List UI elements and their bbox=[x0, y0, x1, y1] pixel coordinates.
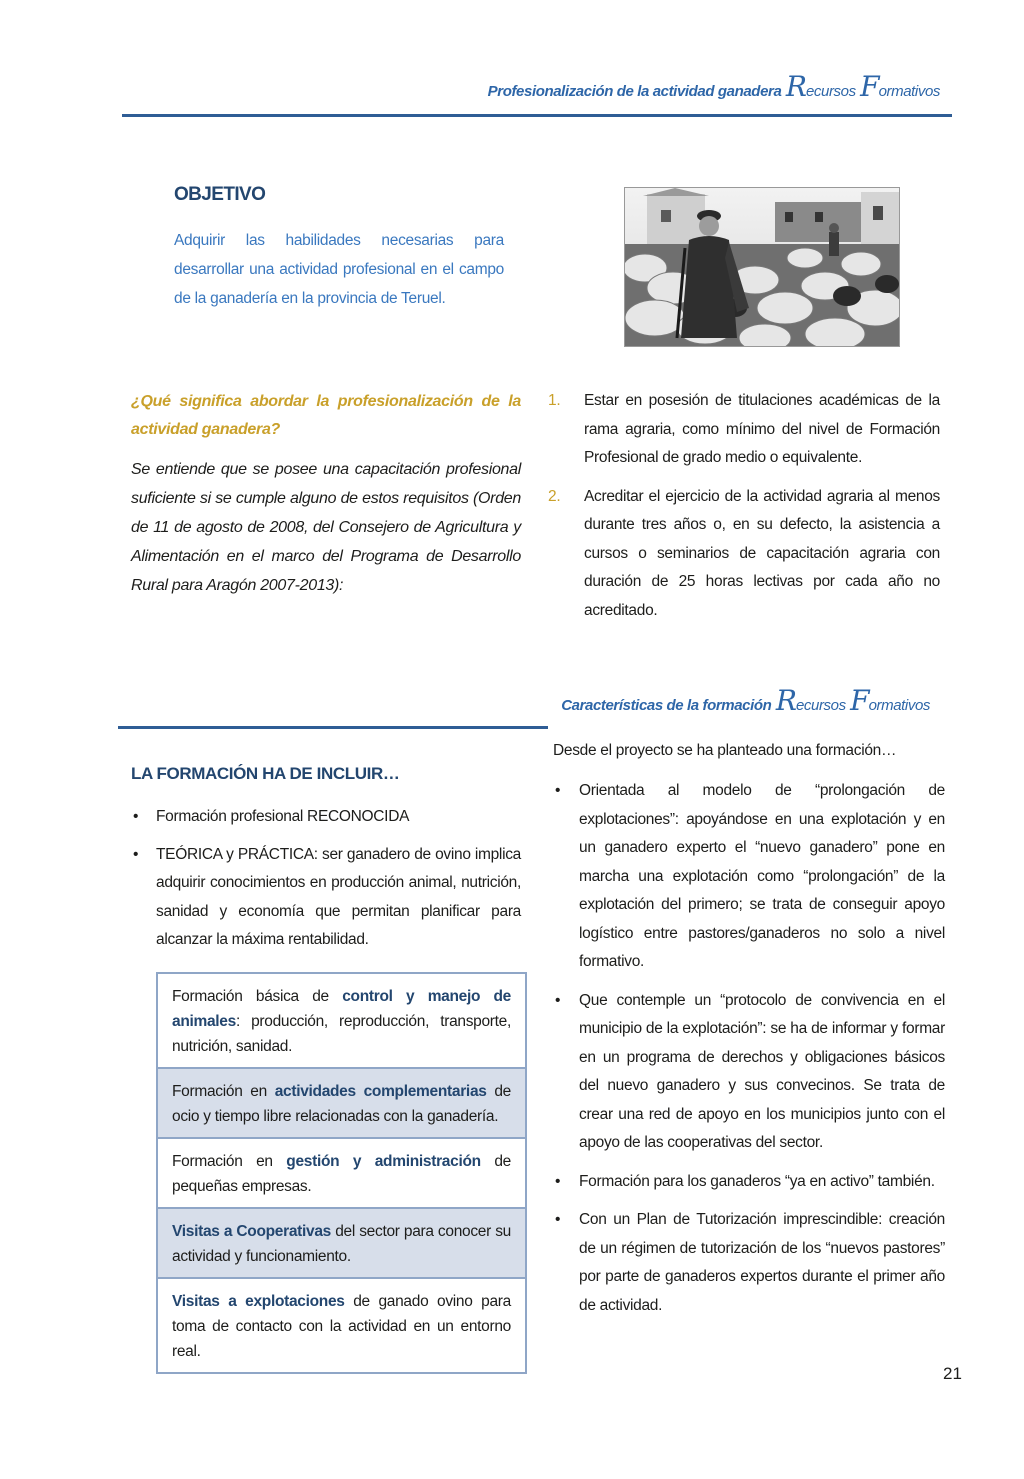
row-highlight: Visitas a explotaciones bbox=[172, 1293, 345, 1310]
row-highlight: gestión y administración bbox=[286, 1153, 481, 1170]
section-header-cap-r: R bbox=[775, 684, 796, 717]
row-text: Formación en bbox=[172, 1153, 287, 1170]
objective-title: OBJETIVO bbox=[174, 184, 266, 205]
section-header-rest-ormativos: ormativos bbox=[868, 697, 930, 714]
row-text: Formación en bbox=[172, 1083, 275, 1100]
shepherd-photo bbox=[624, 187, 900, 347]
list-item: • TEÓRICA y PRÁCTICA: ser ganadero de ovino implica adquirir conocimientos en producción animal, nutrición, sanidad y economía que permitan planificar para alcanzar la máxima rentabilidad. bbox=[131, 841, 521, 955]
list-item: • Formación para los ganaderos “ya en activo” también. bbox=[553, 1168, 945, 1197]
row-highlight: actividades complementarias bbox=[274, 1083, 487, 1100]
header-rest-ecursos: ecursos bbox=[805, 83, 856, 100]
table-row bbox=[158, 1069, 525, 1139]
table-row bbox=[158, 1139, 525, 1209]
header-rule bbox=[122, 114, 952, 117]
list-item: • Formación profesional RECONOCIDA bbox=[131, 803, 521, 832]
row-text: del sector para conocer su actividad y funcionamiento. bbox=[172, 1223, 511, 1265]
row-highlight: Visitas a Cooperativas bbox=[172, 1223, 331, 1240]
page-number: 21 bbox=[943, 1364, 962, 1383]
header-cap-r: R bbox=[785, 70, 806, 103]
list-number: 1. bbox=[548, 392, 561, 409]
list-item-text: Acreditar el ejercicio de la actividad agraria al menos durante tres años o, en su defecto, la asistencia a cursos o seminarios de capacitación agraria con duración de 25 horas lectivas por cada año no acreditado. bbox=[584, 487, 940, 619]
right-intro: Desde el proyecto se ha planteado una formación… bbox=[553, 742, 897, 759]
list-item: • Con un Plan de Tutorización imprescindible: creación de un régimen de tutorización de los “nuevos pastores” por parte de ganaderos expertos durante el primer año de actividad. bbox=[553, 1206, 945, 1320]
table-row bbox=[158, 974, 525, 1069]
question-title: ¿Qué significa abordar la profesionalización de la actividad ganadera? bbox=[131, 393, 521, 438]
right-list bbox=[553, 777, 945, 1330]
list-item bbox=[548, 483, 940, 626]
question-text: Se entiende que se posee una capacitación profesional suficiente si se cumple alguno de estos requisitos (Orden de 11 de agosto de 2008, del Consejero de Agricultura y Alimentación en el marco del Programa de Desarrollo Rural para Aragón 2007-2013): bbox=[131, 461, 521, 594]
row-text: de pequeñas empresas. bbox=[172, 1153, 511, 1195]
section-header-rest-ecursos: ecursos bbox=[795, 697, 846, 714]
formation-table bbox=[156, 972, 527, 1374]
table-row bbox=[158, 1279, 525, 1372]
list-item: • Orientada al modelo de “prolongación de explotaciones”: apoyándose en una explotación y en un ganadero experto el “nuevo ganadero” pone en marcha una explotación como “prolongación” de la explotación del primero; se trata de conseguir apoyo logístico entre pastores/ganaderos no solo a nivel formativo. bbox=[553, 777, 945, 977]
page-header bbox=[430, 70, 940, 103]
objective-text: Adquirir las habilidades necesarias para desarrollar una actividad profesional en el campo de la ganadería en la provincia de Teruel. bbox=[174, 232, 504, 307]
row-text: de ocio y tiempo libre relacionadas con la ganadería. bbox=[172, 1083, 511, 1125]
row-text: : producción, reproducción, transporte, nutrición, sanidad. bbox=[172, 1013, 511, 1055]
header-title: Profesionalización de la actividad ganadera bbox=[487, 83, 782, 100]
section-rule bbox=[118, 726, 548, 729]
header-rest-ormativos: ormativos bbox=[878, 83, 940, 100]
formation-list bbox=[131, 803, 521, 964]
header-cap-f: F bbox=[860, 70, 879, 103]
section-header-title: Características de la formación bbox=[561, 697, 772, 714]
shepherd-photo-drawing bbox=[625, 188, 900, 347]
row-text: de ganado ovino para toma de contacto con la actividad en un entorno real. bbox=[172, 1293, 511, 1360]
requirements-list bbox=[548, 387, 940, 635]
list-item bbox=[548, 387, 940, 473]
section-header-cap-f: F bbox=[850, 684, 869, 717]
table-row bbox=[158, 1209, 525, 1279]
list-number: 2. bbox=[548, 487, 561, 505]
section-header bbox=[470, 684, 930, 717]
row-text: Formación básica de bbox=[172, 988, 343, 1005]
row-highlight: control y manejo de animales bbox=[172, 988, 511, 1030]
list-item: • Que contemple un “protocolo de convivencia en el municipio de la explotación”: se ha de informar y formar en un programa de derechos y obligaciones básicos del nuevo ganadero y sus convecinos. Se trata de crear una red de apoyo en los municipios junto con el apoyo de las cooperativas del sector. bbox=[553, 987, 945, 1158]
list-item-text: Estar en posesión de titulaciones académicas de la rama agraria, como mínimo del nivel de Formación Profesional de grado medio o equivalente. bbox=[584, 392, 940, 466]
formation-title: LA FORMACIÓN HA DE INCLUIR… bbox=[131, 764, 400, 783]
